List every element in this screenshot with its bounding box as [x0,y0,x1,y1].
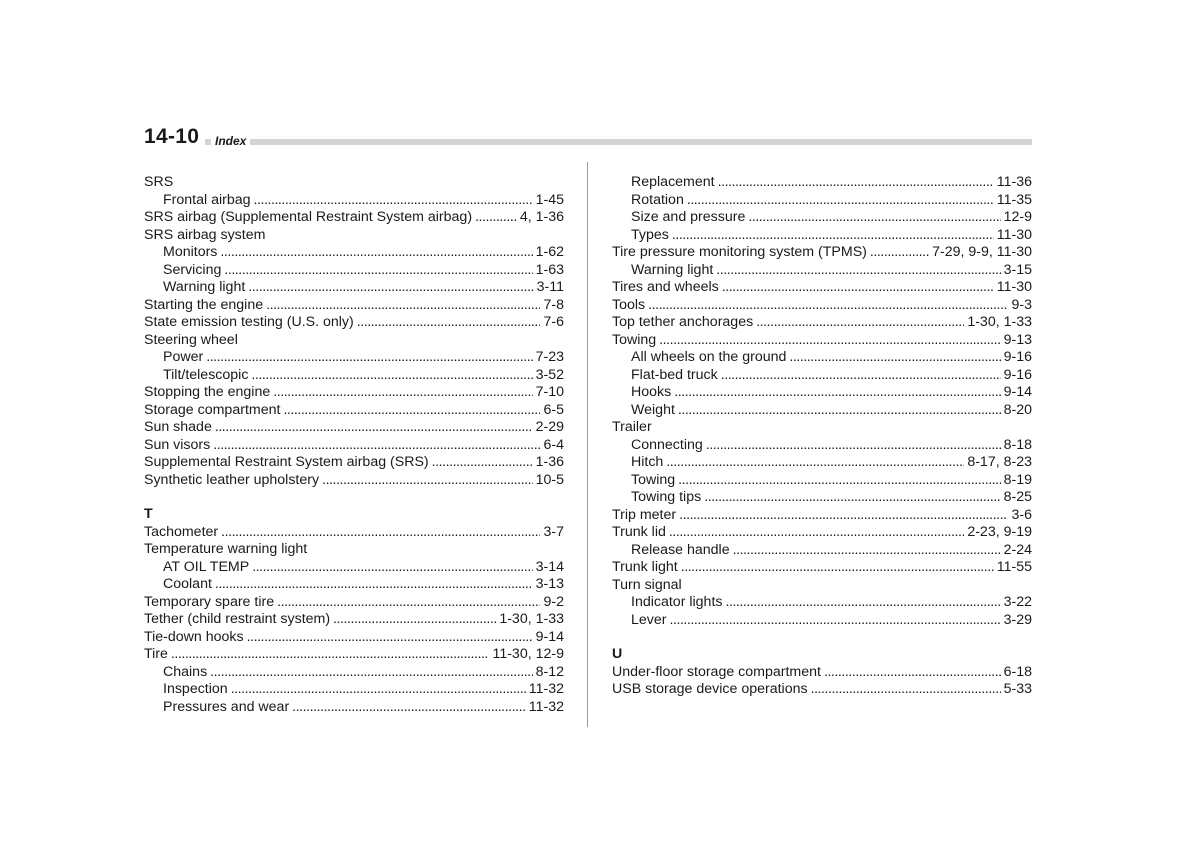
dot-leader [678,472,1000,490]
dot-leader [247,629,533,647]
dot-leader [213,437,540,455]
index-entry [612,332,1032,350]
entry-pages: 9-2 [543,593,564,610]
index-entry [612,507,1032,525]
entry-term: Tether (child restraint system) [144,611,331,627]
entry-pages: 11-32 [528,681,564,697]
entry-pages: 1-45 [535,191,564,208]
entry-pages: 3-15 [1003,261,1032,278]
entry-pages: 6-4 [543,436,564,453]
index-entry [144,646,564,664]
entry-pages: 8-18 [1003,436,1032,453]
entry-term: Tire [144,646,168,662]
dot-leader [789,349,1000,367]
dot-leader [210,664,532,682]
section-title: Index [211,134,250,148]
entry-term: Trip meter [612,506,677,523]
entry-pages: 3-7 [543,523,564,540]
entry-pages: 11-36 [996,174,1032,190]
entry-term: SRS airbag (Supplemental Restraint System airbag) [144,209,473,225]
entry-pages: 11-30 [996,279,1032,295]
index-letter-heading: T [144,506,153,522]
dot-leader [248,279,533,297]
dot-leader [670,612,1001,630]
entry-term: Weight [631,401,675,418]
dot-leader [254,192,533,210]
index-subentry [612,489,1032,507]
entry-term: Frontal airbag [163,191,251,208]
index-subentry [144,367,564,385]
entry-term: Starting the engine [144,296,264,313]
entry-term: Chains [163,663,208,680]
dot-leader [251,367,532,385]
dot-leader [733,542,1001,560]
index-entry [144,629,564,647]
dot-leader [475,209,517,227]
index-entry [144,437,564,455]
entry-pages: 8-19 [1003,471,1032,488]
entry-term: Pressures and wear [163,698,290,715]
index-heading: SRS airbag system [144,226,266,243]
entry-pages: 11-30, 12-9 [492,646,564,662]
index-heading: Steering wheel [144,331,238,348]
entry-pages: 3-22 [1003,594,1032,610]
index-heading: Trailer [612,419,652,435]
index-subentry [144,192,564,210]
entry-term: Stopping the engine [144,384,271,400]
entry-pages: 5-33 [1003,681,1032,697]
index-entry [612,314,1032,332]
dot-leader [231,681,526,699]
entry-pages: 11-30 [996,226,1032,243]
index-subentry [144,576,564,594]
index-letter-heading: U [612,646,623,662]
index-subentry [612,384,1032,402]
entry-term: Top tether anchorages [612,314,754,330]
entry-term: Towing [631,471,676,488]
entry-term: All wheels on the ground [631,349,787,365]
entry-term: Trunk lid [612,524,666,540]
dot-leader [171,646,490,664]
entry-pages: 9-13 [1003,331,1032,348]
dot-leader [716,262,1000,280]
dot-leader [687,192,994,210]
entry-pages: 6-18 [1003,663,1032,680]
index-subentry [144,279,564,297]
entry-pages: 4, 1-36 [519,209,564,225]
entry-term: Under-floor storage compartment [612,663,821,680]
dot-leader [648,297,1008,315]
entry-pages: 3-29 [1003,611,1032,628]
dot-leader [725,594,1000,612]
entry-term: Sun shade [144,419,212,435]
index-entry [612,244,1032,262]
index-entry [612,297,1032,315]
dot-leader [659,332,1000,350]
entry-pages: 3-11 [536,279,564,295]
index-entry [144,402,564,420]
entry-term: Temporary spare tire [144,593,275,610]
entry-term: Lever [631,611,667,628]
dot-leader [224,262,532,280]
dot-leader [266,297,540,315]
dot-leader [221,524,540,542]
entry-pages: 11-55 [996,559,1032,575]
entry-pages: 1-30, 1-33 [967,314,1032,330]
entry-term: Flat-bed truck [631,366,718,383]
index-entry [612,559,1032,577]
index-entry [612,524,1032,542]
dot-leader [273,384,532,402]
entry-pages: 3-6 [1011,506,1032,523]
entry-term: Tie-down hooks [144,628,244,645]
entry-pages: 9-14 [535,628,564,645]
entry-pages: 1-63 [535,261,564,278]
entry-pages: 1-30, 1-33 [499,611,564,627]
index-entry [612,279,1032,297]
dot-leader [679,507,1008,525]
entry-term: Tire pressure monitoring system (TPMS) [612,244,867,260]
index-subentry [612,227,1032,245]
dot-leader [215,419,533,437]
dot-leader [748,209,1000,227]
index-subentry [612,437,1032,455]
entry-term: State emission testing (U.S. only) [144,314,354,330]
entry-term: Monitors [163,244,218,260]
entry-term: Servicing [163,261,222,278]
entry-term: Rotation [631,191,684,208]
index-heading: Temperature warning light [144,541,308,557]
entry-pages: 9-16 [1003,349,1032,365]
dot-leader [333,611,496,629]
entry-pages: 7-23 [535,349,564,365]
entry-pages: 1-62 [535,244,564,260]
entry-pages: 8-12 [535,663,564,680]
index-entry [144,472,564,490]
entry-term: Types [631,226,669,243]
dot-leader [704,489,1000,507]
entry-term: Coolant [163,576,212,592]
dot-leader [669,524,964,542]
index-subentry [612,174,1032,192]
entry-term: Warning light [163,279,246,295]
entry-pages: 12-9 [1003,209,1032,225]
entry-term: Connecting [631,436,703,453]
entry-pages: 2-23, 9-19 [967,524,1032,540]
entry-pages: 3-52 [535,366,564,383]
dot-leader [718,174,994,192]
entry-term: Inspection [163,681,228,697]
dot-leader [220,244,532,262]
index-column-right [612,174,1032,699]
entry-term: Indicator lights [631,594,723,610]
entry-pages: 6-5 [543,401,564,418]
index-entry [144,454,564,472]
dot-leader [215,576,533,594]
index-subentry [612,472,1032,490]
entry-pages: 1-36 [535,454,564,470]
entry-term: Tilt/telescopic [163,366,249,383]
entry-term: Trunk light [612,559,678,575]
dot-leader [824,664,1001,682]
dot-leader [756,314,964,332]
index-subentry [144,244,564,262]
entry-pages: 8-25 [1003,489,1032,505]
index-subentry [612,542,1032,560]
entry-term: Warning light [631,261,714,278]
entry-pages: 7-8 [543,296,564,313]
entry-pages: 9-16 [1003,366,1032,383]
entry-pages: 7-29, 9-9, 11-30 [932,244,1032,260]
index-subentry [612,367,1032,385]
index-subentry [612,454,1032,472]
index-column-left [144,174,564,716]
index-subentry [144,262,564,280]
index-entry [144,611,564,629]
entry-term: Replacement [631,174,715,190]
dot-leader [292,699,526,717]
index-subentry [144,349,564,367]
index-subentry [612,349,1032,367]
index-entry [144,384,564,402]
index-entry [144,209,564,227]
entry-term: Release handle [631,541,730,558]
dot-leader [252,559,532,577]
index-heading: SRS [144,174,174,190]
index-heading: Turn signal [612,576,682,593]
entry-pages: 10-5 [535,471,564,488]
entry-term: Storage compartment [144,401,281,418]
entry-term: Hitch [631,454,664,470]
entry-term: Towing [612,331,657,348]
index-subentry [144,699,564,717]
entry-pages: 9-3 [1011,296,1032,313]
entry-term: Tachometer [144,523,219,540]
index-subentry [144,559,564,577]
entry-pages: 8-17, 8-23 [967,454,1032,470]
header-rule [144,139,1032,145]
entry-term: Synthetic leather upholstery [144,471,320,488]
dot-leader [672,227,994,245]
page-number: 14-10 [144,125,205,149]
dot-leader [678,402,1001,420]
entry-pages: 11-32 [528,698,564,715]
entry-term: USB storage device operations [612,681,808,697]
entry-term: Sun visors [144,436,211,453]
column-divider [587,162,588,727]
entry-term: Supplemental Restraint System airbag (SRS) [144,454,429,470]
index-subentry [612,594,1032,612]
page-header [144,124,1032,152]
dot-leader [811,681,1001,699]
dot-leader [674,384,1000,402]
dot-leader [706,437,1001,455]
dot-leader [277,594,540,612]
entry-term: Tires and wheels [612,279,719,295]
entry-pages: 3-14 [535,558,564,575]
index-subentry [612,402,1032,420]
index-subentry [612,612,1032,630]
index-subentry [612,262,1032,280]
entry-term: Tools [612,296,646,313]
entry-term: Towing tips [631,489,702,505]
entry-pages: 2-29 [535,419,564,435]
entry-pages: 9-14 [1003,384,1032,400]
index-entry [144,314,564,332]
dot-leader [666,454,964,472]
index-entry [612,681,1032,699]
entry-pages: 7-6 [543,314,564,330]
index-entry [144,297,564,315]
entry-term: Power [163,349,204,365]
index-subentry [612,192,1032,210]
entry-pages: 7-10 [535,384,564,400]
dot-leader [322,472,533,490]
dot-leader [870,244,929,262]
entry-term: Size and pressure [631,209,746,225]
entry-term: AT OIL TEMP [163,558,250,575]
index-subentry [612,209,1032,227]
dot-leader [206,349,532,367]
index-subentry [144,664,564,682]
entry-pages: 8-20 [1003,401,1032,418]
dot-leader [283,402,540,420]
entry-term: Hooks [631,384,672,400]
entry-pages: 2-24 [1003,541,1032,558]
index-entry [144,524,564,542]
dot-leader [721,367,1001,385]
index-entry [144,419,564,437]
index-entry [612,664,1032,682]
dot-leader [432,454,533,472]
index-subentry [144,681,564,699]
dot-leader [681,559,994,577]
dot-leader [722,279,994,297]
dot-leader [357,314,541,332]
index-entry [144,594,564,612]
entry-pages: 3-13 [535,576,564,592]
entry-pages: 11-35 [996,191,1032,208]
